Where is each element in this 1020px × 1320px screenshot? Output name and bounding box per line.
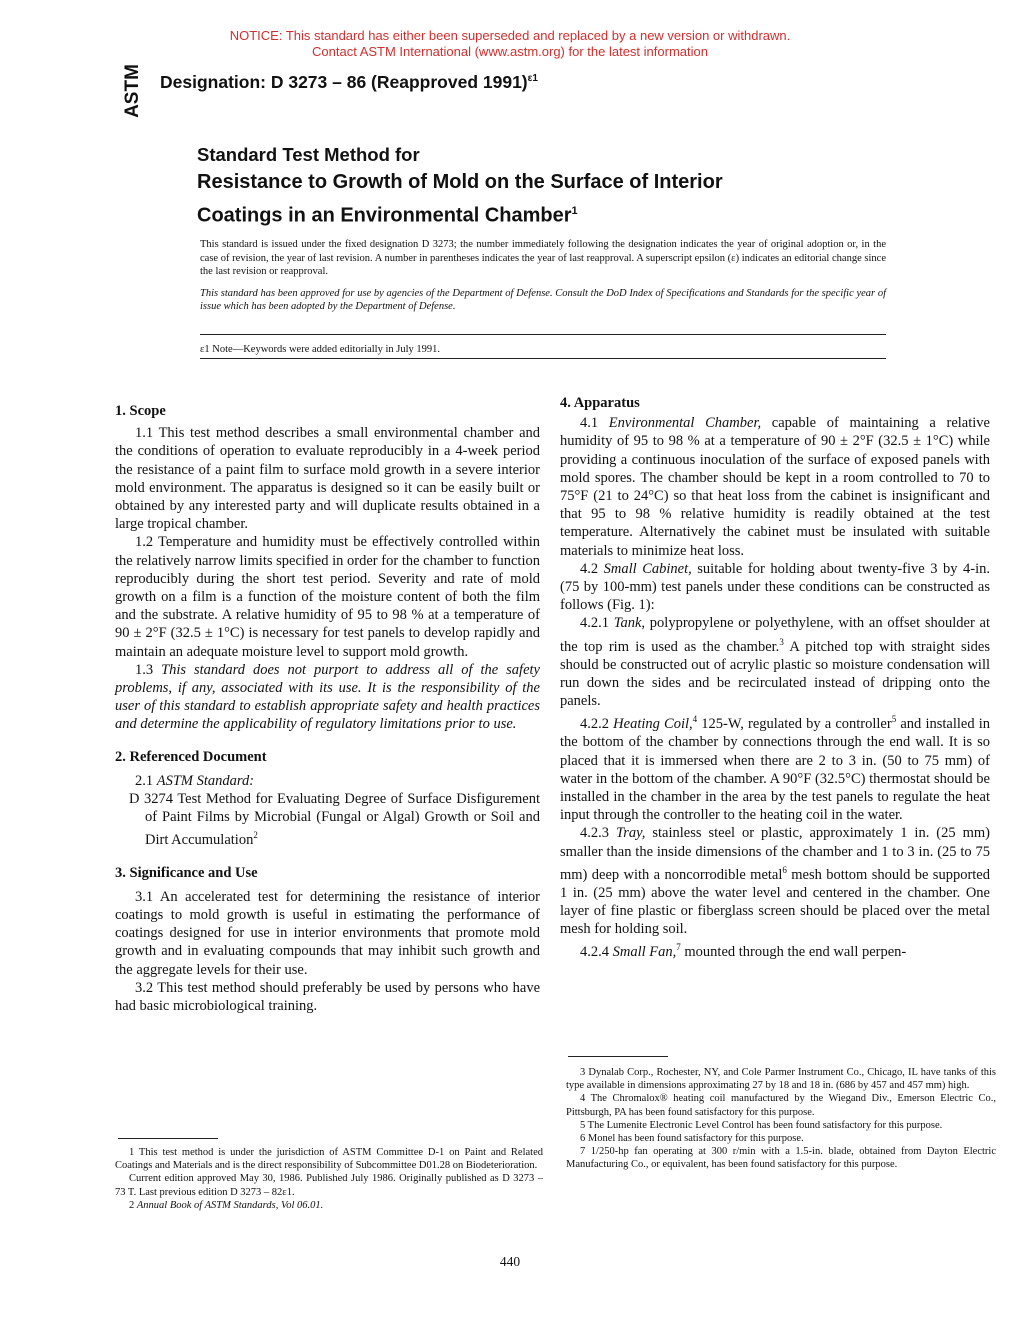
para-1-3-num: 1.3 [135,661,162,678]
title-line-2: Resistance to Growth of Mold on the Surface of Interior [197,171,723,193]
footnote-2-num: 2 [129,1199,137,1211]
ref-text: D 3274 Test Method for Evaluating Degree of Surface Disfigurement of Paint Films by Microbial (Fungal or Algal) Growth or Soil and Dirt Accumulation [129,791,540,849]
right-footnotes [566,1066,996,1172]
astm-logo-text: ASTM [122,64,143,118]
para-4-2-4-term: Small Fan, [612,944,677,961]
designation [160,72,538,93]
footnote-3: 3 Dynalab Corp., Rochester, NY, and Cole Parmer Instrument Co., Chicago, IL have tanks of this type available in dimensions approximating 27 by 18 and 18 in. (686 by 457 and 457 mm) high. [566,1067,996,1092]
footnote-2 [115,1199,543,1212]
para-1-3 [115,661,540,734]
footnote-6: 6 Monel has been found satisfactory for this purpose. [580,1133,804,1145]
astm-logo [95,64,155,118]
para-4-2-3-num: 4.2.3 [580,825,616,842]
editorial-note: ε1 Note—Keywords were added editorially in July 1991. [200,344,441,355]
notice-line-2: Contact ASTM International (www.astm.org) for the latest information [312,44,708,59]
para-4-2 [560,560,990,615]
para-4-2-1-text-a: polypropylene or polyethylene, with an offset shoulder at the top rim is used as the chamber. [560,615,990,655]
para-4-2-3-term: Tray, [615,825,646,842]
para-4-2-4 [560,938,990,961]
left-footnote-rule [118,1138,218,1139]
designation-epsilon: ε1 [527,73,538,85]
section-2-heading: 2. Referenced Document [115,748,267,765]
title-line-1: Standard Test Method for [197,144,420,165]
para-4-2-2-term: Heating Coil, [613,716,693,733]
para-4-2-3 [560,824,990,938]
notice-line-1: NOTICE: This standard has either been superseded and replaced by a new version or withdrawn. [229,28,791,43]
section-1-heading: 1. Scope [115,403,166,419]
footnote-7: 7 1/250-hp fan operating at 300 r/min with a 1.5-in. blade, obtained from Dayton Electric Manufacturing Co., or equivalent, has been found satisfactory for this purpose. [566,1146,996,1171]
para-4-2-text: suitable for holding about twenty-five 3 by 4-in. (75 by 100-mm) test panels under these conditions can be constructed as follows (Fig. 1): [560,560,990,614]
divider-top [200,334,886,335]
para-3-2: 3.2 This test method should preferably be used by persons who have had basic microbiological training. [115,979,540,1014]
footnote-1: 1 This test method is under the jurisdiction of ASTM Committee D-1 on Paint and Related Coatings and Materials and is the direct responsibility of Subcommittee D01.28 on Biodeterioration. [115,1147,543,1172]
para-4-2-3-text-b: mesh bottom should be supported 1 in. (25 mm) above the water level and centered in the chamber. One layer of fine plastic or fiberglass screen should be placed over the metal mesh for holding soil. [560,866,990,938]
para-4-2-1-mark: 3 [779,636,784,647]
para-4-2-2-text-a: 125-W, regulated by a controller [697,716,892,733]
section-3-heading: 3. Significance and Use [115,864,258,881]
para-4-1-text: capable of maintaining a relative humidity of 95 to 98 % at a temperature of 90 ± 2°F (32.5 ± 1°C) while providing a continuous inoculation of the surface of exposed panels with mold spores. The chamber should be kept in a room controlled to 70 to 75°F (21 to 24°C) so that heat loss from the cabinet is insignificant and that 95 to 98 % relative humidity is readily obtained at the test temperature. Alternatively the cabinet must be insulated with suitable materials to minimize heat loss. [560,415,990,559]
preamble-dod-note: This standard has been approved for use by agencies of the Department of Defense. Consult the DoD Index of Specifications and Standards for the specific year of issue which has been adopted by the Department of Defense. [200,287,886,312]
para-4-1-term: Environmental Chamber, [608,415,762,432]
right-footnote-rule [568,1056,668,1057]
divider-bottom [200,358,886,359]
para-4-1 [560,414,990,560]
para-2-1-num: 2.1 [135,772,157,789]
para-4-2-1 [560,614,990,710]
preamble [200,238,886,322]
page-number: 440 [499,1254,521,1269]
title-line-3-text: Coatings in an Environmental Chamber [197,204,572,227]
preamble-designation-note: This standard is issued under the fixed designation D 3273; the number immediately following the designation indicates the year of original adoption or, in the case of revision, the year of last revision. A number in parentheses indicates the year of last reapproval. A superscript epsilon (ε) indicates an editorial change since the last revision or reapproval. [200,239,886,277]
para-4-2-1-num: 4.2.1 [580,615,614,632]
para-4-2-2-mark: 4 [692,714,698,725]
left-footnotes [115,1146,543,1212]
document-title [197,142,837,231]
para-4-2-4-num: 4.2.4 [580,944,613,961]
para-4-2-1-text-b: A pitched top with straight sides should be constructed out of acrylic plastic so moisture condensation will run down the sides and be recirculated instead of dripping onto the panels. [560,638,990,710]
para-4-2-4-mark: 7 [676,942,681,953]
referenced-standard-d3274 [129,790,540,849]
para-4-2-term: Small Cabinet, [603,560,692,577]
designation-text: Designation: D 3273 – 86 (Reapproved 1991) [160,72,528,92]
para-4-2-num: 4.2 [580,560,604,577]
para-4-1-num: 4.1 [580,415,609,432]
para-1-2: 1.2 Temperature and humidity must be effectively controlled within the relatively narrow limits specified in order for the chamber to function reproducibly during the short test period. Severity and rate of mold growth on a film is a function of the moisture content of both the film and the substrate. A relative humidity of 95 to 98 % at a temperature of 90 ± 2°F (32.5 ± 1°C) is necessary for test panels to develop rapidly and maintain an adequate moisture level to support mold growth. [115,534,540,660]
footnote-1-edition: Current edition approved May 30, 1986. Published July 1986. Originally published as D 3273 – 73 T. Last previous edition D 3273 – 82ε1. [115,1173,543,1198]
para-2-1 [115,772,540,790]
para-1-3-text: This standard does not purport to address all of the safety problems, if any, associated with its use. It is the responsibility of the user of this standard to establish appropriate safety and health practices and determine the applicability of regulatory limitations prior to use. [115,661,540,733]
section-4-heading: 4. Apparatus [560,395,640,411]
para-4-2-2-num: 4.2.2 [580,716,614,733]
para-4-2-4-text: mounted through the end wall perpen- [680,944,907,961]
para-4-2-2-mark-2: 5 [891,714,897,725]
para-4-2-3-mark: 6 [782,864,787,875]
para-3-1: 3.1 An accelerated test for determining the resistance of interior coatings to mold growth is useful in estimating the performance of coatings designed for use in interior environments that promote mold growth and in evaluating compounds that may inhibit such growth and the aggregate levels for their use. [115,888,540,978]
footnote-2-text: Annual Book of ASTM Standards, Vol 06.01. [136,1199,324,1211]
para-4-2-2-text-b: and installed in the bottom of the chamber by connections through the end wall. It is so placed that it is immersed when there are 2 to 3 in. (50 to 75 mm) of water in the bottom of the chamber. A 90°F (32.5°C) thermostat should be installed in the chamber in the area by the test panels to regulate the heat input through the controller to the heating coil in the water. [560,716,991,824]
para-4-2-1-term: Tank, [613,615,646,632]
title-footnote-mark: 1 [571,205,578,217]
para-1-1: 1.1 This test method describes a small environmental chamber and the conditions of operation to evaluate reproducibly in a 4-week period the resistance of a paint film to surface mold growth in a severe interior mold environment. The apparatus is designed so it can be easily built or obtained by any interested party and will duplicate results obtained in a large tropical chamber. [115,425,540,533]
notice-banner [0,28,1020,60]
right-column [560,394,990,961]
para-4-2-3-text-a: stainless steel or plastic, approximately 1 in. (25 mm) smaller than the inside dimensions of the chamber and 1 to 3 in. (25 to 75 mm) deep with a noncorrodible metal [560,825,990,883]
para-4-2-2 [560,710,990,824]
footnote-5: 5 The Lumenite Electronic Level Control has been found satisfactory for this purpose. [580,1119,943,1131]
ref-footnote-mark: 2 [253,830,258,841]
para-2-1-text: ASTM Standard: [156,772,255,789]
left-column [115,402,540,1015]
title-line-3 [197,197,837,231]
footnote-4: 4 The Chromalox® heating coil manufactured by the Wiegand Div., Emerson Electric Co., Pittsburgh, PA has been found satisfactory for this purpose. [566,1093,996,1118]
